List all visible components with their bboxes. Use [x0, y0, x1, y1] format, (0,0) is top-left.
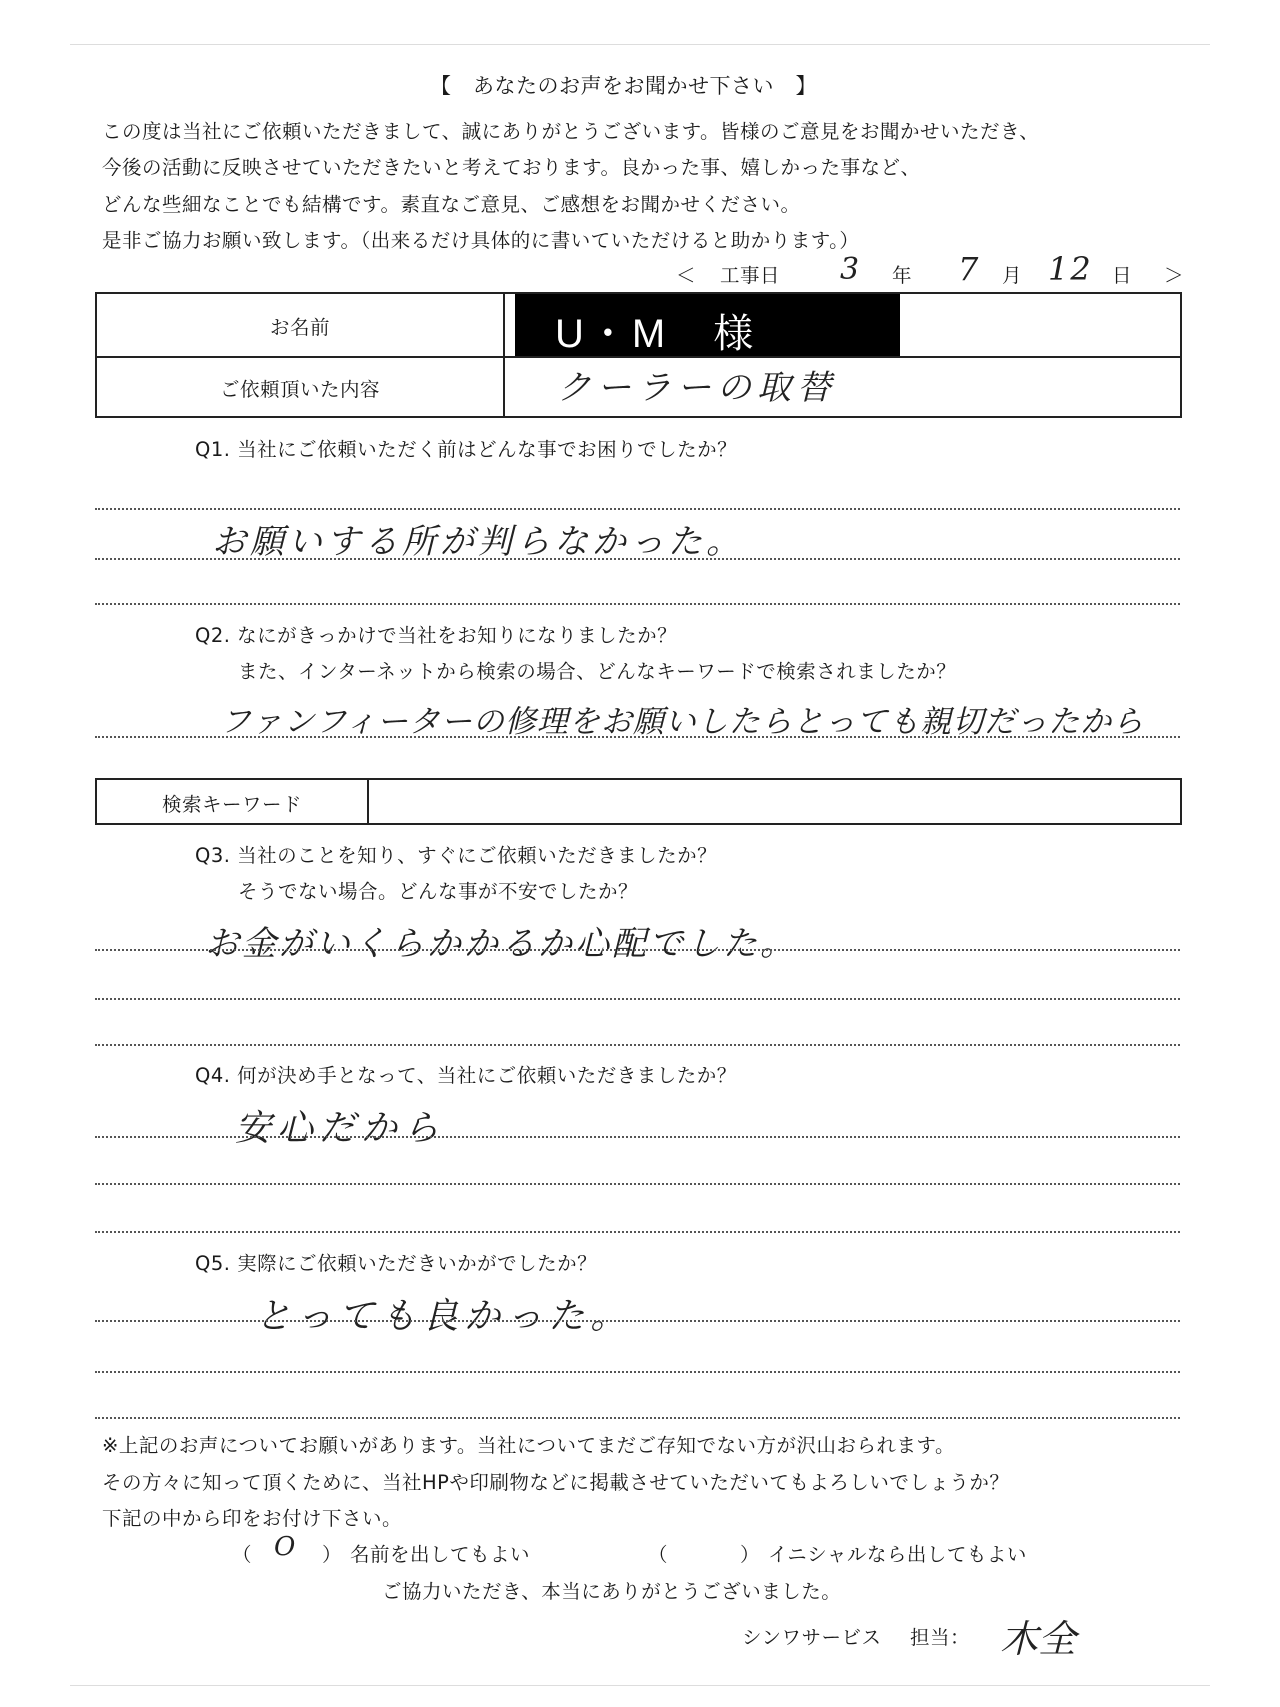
q3-question-line-1: Q3. 当社のことを知り、すぐにご依頼いただきましたか？: [195, 844, 718, 867]
info-table-col-divider: [503, 294, 505, 416]
q4-question: Q4. 何が決め手となって、当社にご依頼いただきましたか？: [195, 1064, 737, 1087]
work-date-year-unit: 年: [892, 264, 913, 287]
option-name-open: （: [232, 1543, 253, 1566]
q1-line-3: [95, 603, 1180, 605]
q1-question: Q1. 当社にご依頼いただく前はどんな事でお困りでしたか？: [195, 438, 738, 461]
q5-question: Q5. 実際にご依頼いただきいかがでしたか？: [195, 1252, 598, 1275]
keyword-box-divider: [367, 780, 369, 823]
notice-line-1: ※上記のお声についてお願いがあります。当社についてまだご存知でない方が沢山おられます。: [102, 1434, 955, 1457]
keyword-label: 検索キーワード: [161, 793, 302, 816]
company-name: シンワサービス: [742, 1626, 882, 1649]
q2-answer: ファンフィーターの修理をお願いしたらとっても親切だったから: [220, 704, 1145, 740]
work-date-year: 3: [840, 252, 862, 287]
work-date: [668, 250, 1188, 288]
q4-line-3: [95, 1231, 1180, 1233]
work-date-close: ＞: [1164, 264, 1185, 287]
q3-line-2: [95, 998, 1180, 1000]
notice-line-3: 下記の中から印をお付け下さい。: [102, 1507, 403, 1530]
notice-line-2: その方々に知って頂くために、当社HPや印刷物などに掲載させていただいてもよろしいでしょうか？: [102, 1471, 1010, 1494]
q2-question-line-2: また、インターネットから検索の場合、どんなキーワードで検索されましたか？: [238, 660, 957, 683]
q5-line-1: [95, 1320, 1180, 1322]
name-label: お名前: [269, 316, 330, 339]
scan-top-edge: [70, 44, 1210, 45]
q2-line-1: [95, 736, 1180, 738]
work-date-day: 12: [1048, 250, 1093, 288]
scan-bottom-edge: [70, 1685, 1210, 1686]
work-date-day-unit: 日: [1112, 264, 1133, 287]
staff-label: 担当：: [910, 1626, 971, 1649]
q5-answer: とっても良かった。: [255, 1296, 633, 1337]
q3-line-3: [95, 1044, 1180, 1046]
request-label: ご依頼頂いた内容: [219, 378, 380, 401]
q3-line-1: [95, 949, 1180, 951]
survey-title: 【 あなたのお声をお聞かせ下さい 】: [430, 74, 817, 98]
q3-answer: お金がいくらかかるか心配でした。: [205, 924, 797, 964]
option-initial-close: ）: [740, 1543, 761, 1566]
thanks-text: ご協力いただき、本当にありがとうございました。: [382, 1580, 842, 1603]
info-table: [95, 292, 1182, 418]
q1-answer: お願いする所が判らなかった。: [212, 522, 744, 562]
q2-question-line-1: Q2. なにがきっかけで当社をお知りになりましたか？: [195, 624, 678, 647]
work-date-month: 7: [958, 250, 981, 288]
option-initial-label: イニシャルなら出してもよい: [768, 1543, 1027, 1566]
customer-name: U・M 様: [555, 312, 758, 356]
q1-line-1: [95, 508, 1180, 510]
work-date-open: ＜: [676, 264, 697, 287]
q3-question-line-2: そうでない場合。どんな事が不安でしたか？: [238, 880, 639, 903]
name-redaction-box: [515, 294, 900, 356]
intro-line-3: どんな些細なことでも結構です。素直なご意見、ご感想をお聞かせください。: [102, 193, 801, 216]
request-value: クーラーの取替: [557, 368, 837, 408]
option-initial-open: （: [648, 1543, 669, 1566]
keyword-box: [95, 778, 1182, 825]
q1-line-2: [95, 558, 1180, 560]
staff-signature: 木全: [1000, 1617, 1077, 1661]
intro-line-1: この度は当社にご依頼いただきまして、誠にありがとうございます。皆様のご意見をお聞かせいただき、: [102, 120, 1040, 143]
q4-line-1: [95, 1136, 1180, 1138]
q4-line-2: [95, 1183, 1180, 1185]
work-date-label: 工事日: [720, 264, 781, 287]
q5-line-3: [95, 1417, 1180, 1419]
work-date-month-unit: 月: [1002, 264, 1023, 287]
intro-line-4: 是非ご協力お願い致します。（出来るだけ具体的に書いていただけると助かります。）: [102, 229, 860, 252]
q4-answer: 安心だから: [235, 1108, 446, 1149]
option-name-label: 名前を出してもよい: [350, 1543, 531, 1566]
option-name-mark[interactable]: O: [274, 1532, 298, 1562]
q5-line-2: [95, 1371, 1180, 1373]
intro-line-2: 今後の活動に反映させていただきたいと考えております。良かった事、嬉しかった事など、: [102, 156, 921, 179]
option-name-close: ）: [322, 1543, 343, 1566]
